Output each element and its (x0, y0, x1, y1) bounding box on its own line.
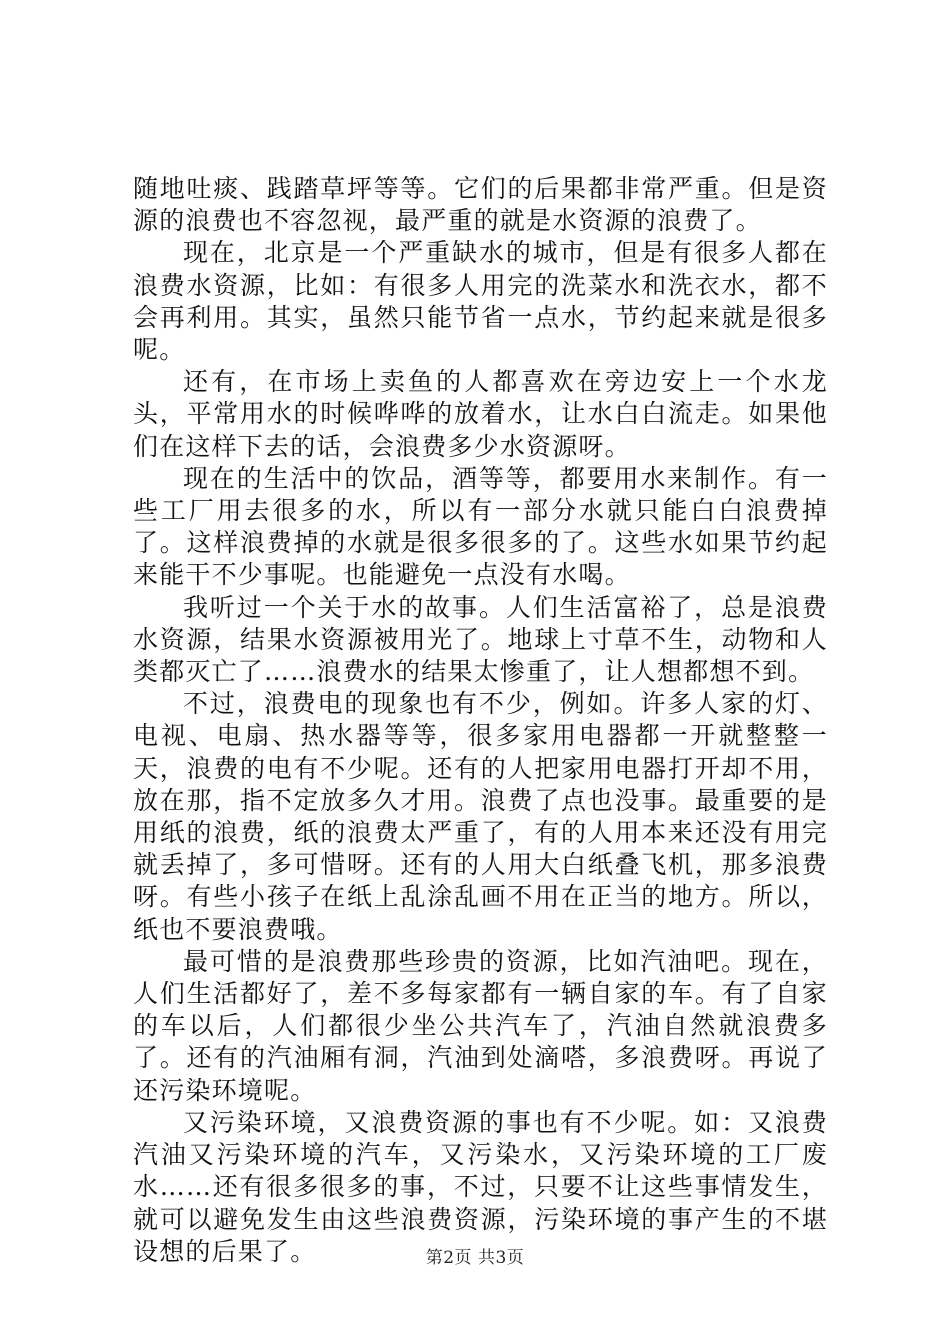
paragraph-5: 我听过一个关于水的故事。人们生活富裕了，总是浪费水资源，结果水资源被用光了。地球上寸草不生，动物和人类都灭亡了……浪费水的结果太惨重了，让人想都想不到。 (133, 592, 828, 687)
page-number-footer: 第2页 共3页 (425, 1248, 525, 1268)
paragraph-6: 不过，浪费电的现象也有不少，例如。许多人家的灯、电视、电扇、热水器等等，很多家用电器都一开就整整一天，浪费的电有不少呢。还有的人把家用电器打开却不用，放在那，指不定放多久才用。浪费了点也没事。最重要的是用纸的浪费，纸的浪费太严重了，有的人用本来还没有用完就丢掉了，多可惜呀。还有的人用大白纸叠飞机，那多浪费呀。有些小孩子在纸上乱涂乱画不用在正当的地方。所以，纸也不要浪费哦。 (133, 689, 828, 944)
paragraph-7: 最可惜的是浪费那些珍贵的资源，比如汽油吧。现在，人们生活都好了，差不多每家都有一辆自家的车。有了自家的车以后，人们都很少坐公共汽车了，汽油自然就浪费多了。还有的汽油厢有洞，汽油到处滴嗒，多浪费呀。再说了还污染环境呢。 (133, 946, 828, 1105)
paragraph-3: 还有，在市场上卖鱼的人都喜欢在旁边安上一个水龙头，平常用水的时候哗哗的放着水，让水白白流走。如果他们在这样下去的话，会浪费多少水资源呀。 (133, 367, 828, 461)
paragraph-1: 随地吐痰、践踏草坪等等。它们的后果都非常严重。但是资源的浪费也不容忽视，最严重的就是水资源的浪费了。 (133, 174, 828, 236)
paragraph-2: 现在，北京是一个严重缺水的城市，但是有很多人都在浪费水资源，比如：有很多人用完的洗菜水和洗衣水，都不会再利用。其实，虽然只能节省一点水，节约起来就是很多呢。 (133, 238, 828, 365)
document-body (133, 173, 828, 1268)
paragraph-4: 现在的生活中的饮品，酒等等，都要用水来制作。有一些工厂用去很多的水，所以有一部分水就只能白白浪费掉了。这样浪费掉的水就是很多很多的了。这些水如果节约起来能干不少事呢。也能避免一点没有水喝。 (133, 463, 828, 590)
paragraph-8: 又污染环境，又浪费资源的事也有不少呢。如：又浪费汽油又污染环境的汽车，又污染水，又污染环境的工厂废水……还有很多很多的事，不过，只要不让这些事情发生，就可以避免发生由这些浪费资源，污染环境的事产生的不堪设想的后果了。 (133, 1107, 828, 1266)
